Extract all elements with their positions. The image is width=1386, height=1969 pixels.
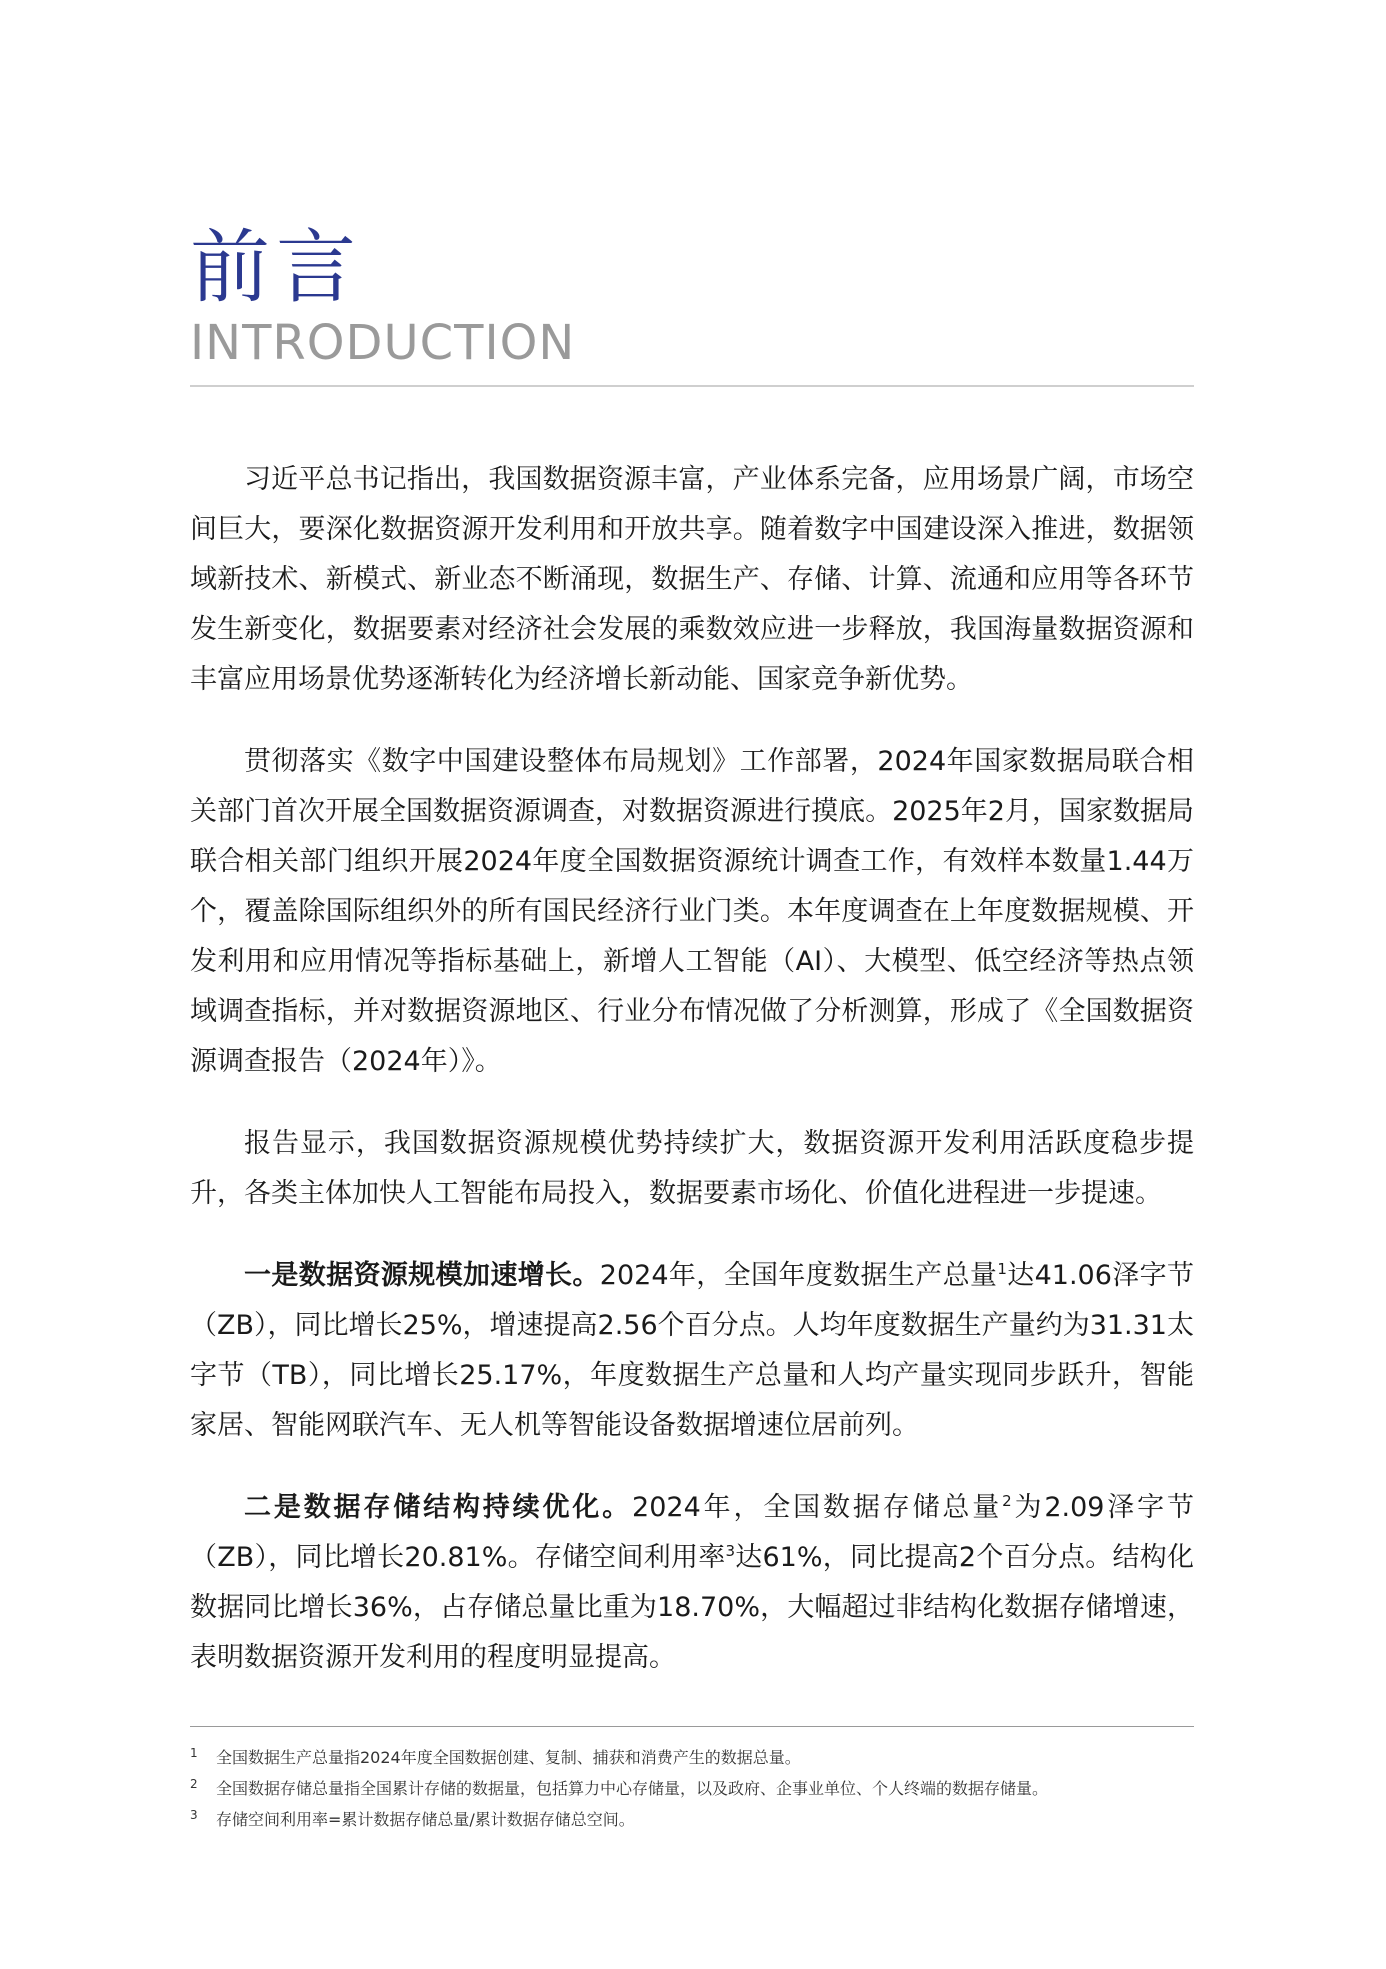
footnote-ref-1[interactable]: 1 <box>997 1260 1007 1278</box>
footnote-2 <box>190 1773 1194 1804</box>
footnote-number: 2 <box>190 1777 198 1791</box>
paragraph-3-text: 报告显示，我国数据资源规模优势持续扩大，数据资源开发利用活跃度稳步提升，各类主体加快人工智能布局投入，数据要素市场化、价值化进程进一步提速。 <box>190 1128 1194 1209</box>
footnote-text: 全国数据生产总量指2024年度全国数据创建、复制、捕获和消费产生的数据总量。 <box>216 1748 801 1767</box>
footnote-number: 1 <box>190 1746 198 1760</box>
footnote-number: 3 <box>190 1808 198 1822</box>
footnote-text: 存储空间利用率=累计数据存储总量/累计数据存储总空间。 <box>216 1810 635 1829</box>
point-2-text-c: 达61%，同比提高2个百分点。结构化数据同比增长36%，占存储总量比重为18.70%，大幅超过非结构化数据存储增速，表明数据资源开发利用的程度明显提高。 <box>190 1542 1194 1673</box>
footnote-text: 全国数据存储总量指全国累计存储的数据量，包括算力中心存储量，以及政府、企事业单位、个人终端的数据存储量。 <box>216 1779 1049 1798</box>
footnotes <box>190 1742 1194 1835</box>
paragraph-2 <box>190 737 1194 1087</box>
point-1-text-b: 达41.06泽字节（ZB），同比增长25%，增速提高2.56个百分点。人均年度数据生产量约为31.31太字节（TB），同比增长25.17%，年度数据生产总量和人均产量实现同步跃升，智能家居、智能网联汽车、无人机等智能设备数据增速位居前列。 <box>190 1260 1194 1441</box>
page-title-chinese: 前言 <box>190 221 362 314</box>
page-title-english: INTRODUCTION <box>190 315 576 371</box>
paragraph-1-text: 习近平总书记指出，我国数据资源丰富，产业体系完备，应用场景广阔，市场空间巨大，要深化数据资源开发利用和开放共享。随着数字中国建设深入推进，数据领域新技术、新模式、新业态不断涌现，数据生产、存储、计算、流通和应用等各环节发生新变化，数据要素对经济社会发展的乘数效应进一步释放，我国海量数据资源和丰富应用场景优势逐渐转化为经济增长新动能、国家竞争新优势。 <box>190 464 1194 695</box>
point-1-heading: 一是数据资源规模加速增长。 <box>244 1260 600 1291</box>
point-2-heading: 二是数据存储结构持续优化。 <box>244 1492 633 1523</box>
point-2-text-b: 为2.09泽字节（ZB），同比增长20.81%。存储空间利用率 <box>190 1492 1194 1573</box>
point-2-text-a: 2024年，全国数据存储总量 <box>632 1492 1003 1523</box>
paragraph-2-text: 贯彻落实《数字中国建设整体布局规划》工作部署，2024年国家数据局联合相关部门首次开展全国数据资源调查，对数据资源进行摸底。2025年2月，国家数据局联合相关部门组织开展2024年度全国数据资源统计调查工作，有效样本数量1.44万个，覆盖除国际组织外的所有国民经济行业门类。本年度调查在上年度数据规模、开发利用和应用情况等指标基础上，新增人工智能（AI）、大模型、低空经济等热点领域调查指标，并对数据资源地区、行业分布情况做了分析测算，形成了《全国数据资源调查报告（2024年）》。 <box>190 746 1194 1077</box>
footnote-1 <box>190 1742 1194 1773</box>
paragraph-point-1 <box>190 1251 1194 1451</box>
footnote-divider <box>190 1726 1194 1727</box>
point-1-text-a: 2024年，全国年度数据生产总量 <box>599 1260 998 1291</box>
body-text <box>190 455 1194 1715</box>
paragraph-point-2 <box>190 1483 1194 1683</box>
footnote-3 <box>190 1804 1194 1835</box>
footnote-ref-2[interactable]: 2 <box>1002 1492 1012 1510</box>
title-divider <box>190 385 1194 387</box>
paragraph-1 <box>190 455 1194 705</box>
footnote-ref-3[interactable]: 3 <box>725 1542 736 1560</box>
paragraph-3 <box>190 1119 1194 1219</box>
